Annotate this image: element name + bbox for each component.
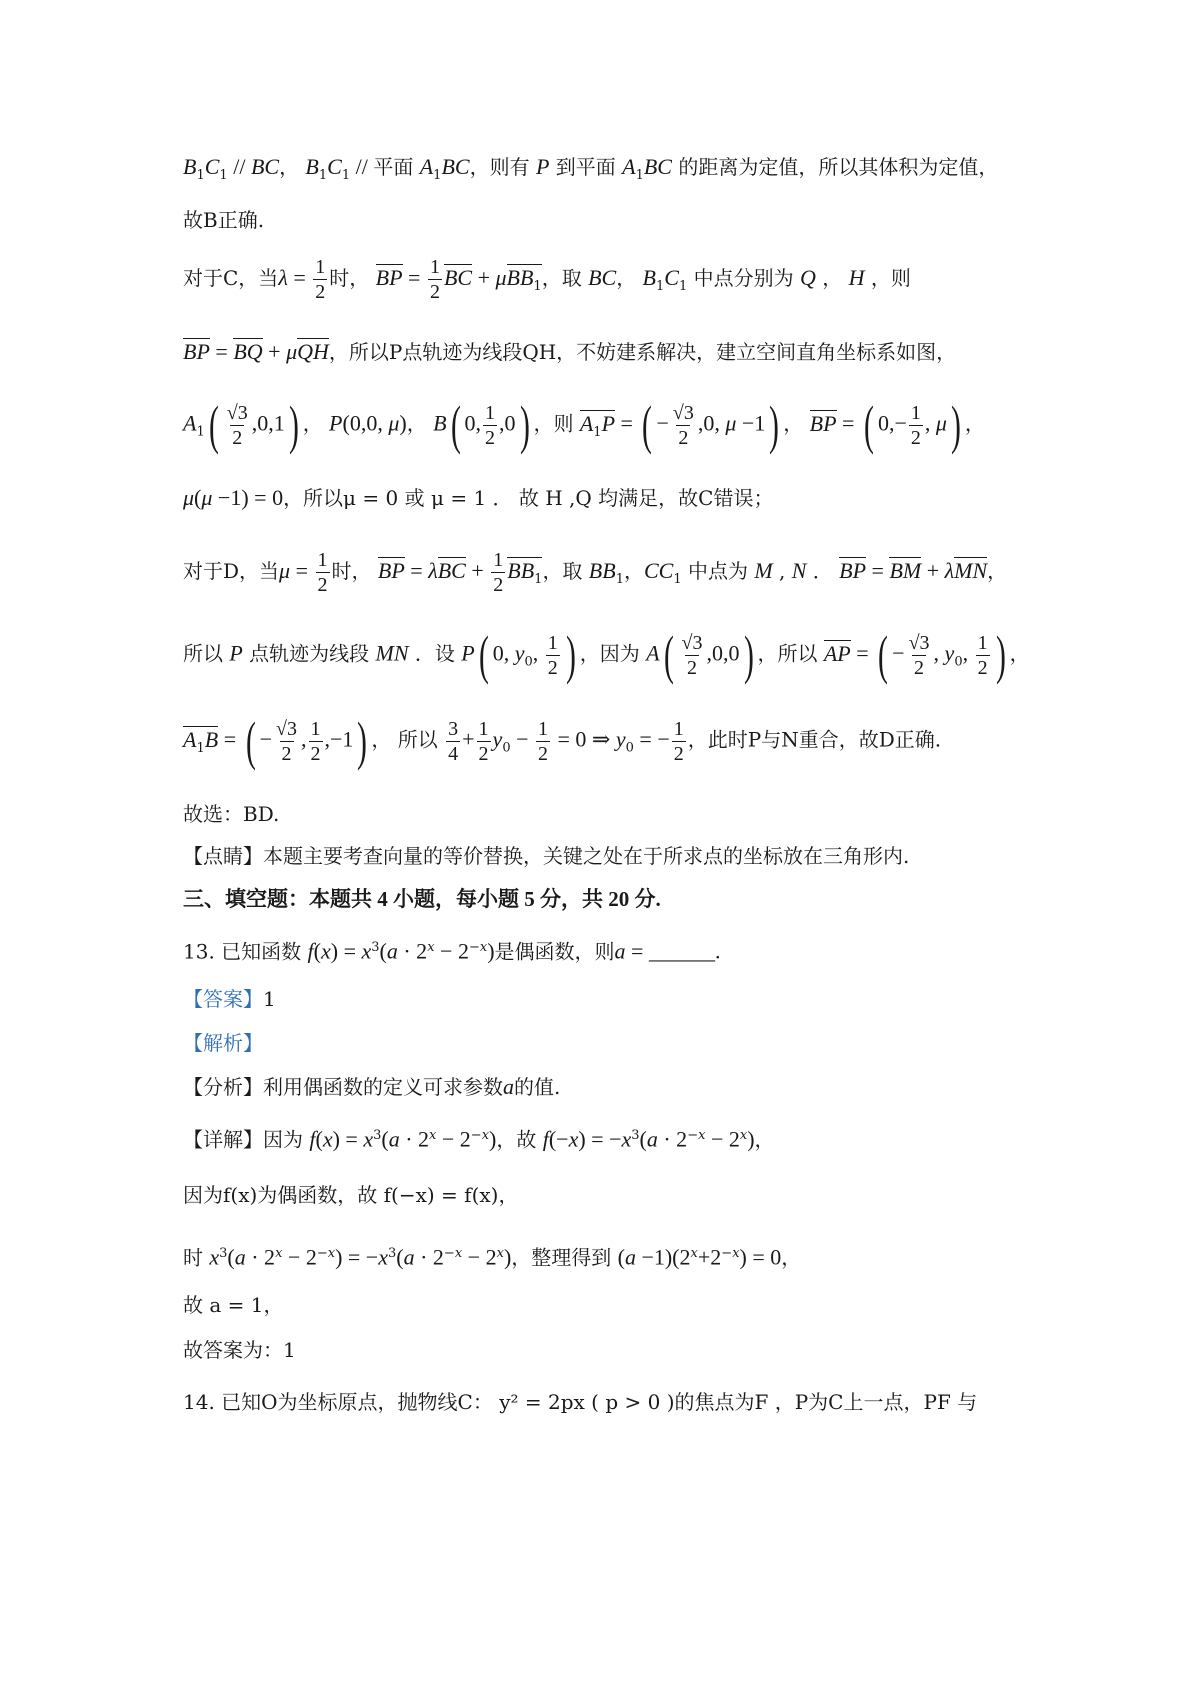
even-function-line: 因为f(x)为偶函数，故 f(−x) = f(x)， [183, 1183, 519, 1207]
choice-line: 故选：BD. [183, 802, 280, 826]
line-6-text: ，所以μ = 0 或 μ = 1 ． 故 H ,Q 均满足，故C错误； [283, 486, 774, 510]
analysis-label: 【解析】 [183, 1031, 263, 1055]
detail-line: 【详解】因为 $f(x) = x^3(a \cdot 2^x - 2^{-x})$，故 $f(-x) = -x^3(a \cdot 2^{-x} - 2^x)$， [183, 1126, 775, 1152]
final-answer-line: 故答案为：1 [183, 1338, 296, 1362]
line-9-text: ，此时P与N重合，故D正确. [687, 727, 942, 752]
then-line: 时 $x^3(a \cdot 2^x - 2^{-x}) = -x^3(a \cdot 2^{-x} - 2^x)$，整理得到 $(a -1)(2^x+2^{-x}) = 0$， [183, 1244, 802, 1270]
question-13: 13. 已知函数 $f(x) = x^3(a \cdot 2^x - 2^{-x})$是偶函数，则a = ______. [183, 938, 721, 964]
line-3: 对于C，当λ = $\frac{1}{2}$ 时， BP = $\frac{1}{2}$ BC + μBB$_1$，取 BC， $B_1C_1$ 中点分别为 Q ， H ，则 [183, 256, 911, 303]
line-1-end: 的距离为定值，所以其体积为定值， [678, 155, 999, 179]
line-4-text: ，所以P点轨迹为线段QH，不妨建系解决，建立空间直角坐标系如图， [328, 340, 957, 364]
line-1: $B_1C_1$ // BC， $B_1C_1$ // 平面 $A_1BC$，则有 P 到平面 $A_1BC$ 的距离为定值，所以其体积为定值， [183, 154, 999, 183]
line-4: BP = BQ + μQH，所以P点轨迹为线段QH，不妨建系解决，建立空间直角坐标系如图， [183, 339, 957, 364]
analysis-line: 【分析】利用偶函数的定义可求参数a的值. [183, 1074, 561, 1099]
line-9: $A_1B$ = ( − $\frac{√3}{2}$ , $\frac{1}{2}$ ,−1) ， 所以 $\frac{3}{4}$ + $\frac{1}{2}$ $y_0$ − $\frac{1}{2}$ = 0 ⇒ $y_0$ = − $\frac{1}{2}$ ，此时P与N重合，故D正确. [183, 711, 942, 771]
line-5-coordinates: $A_1$( $\frac{√3}{2}$ ,0,1) ， P(0,0, μ)， B( 0, $\frac{1}{2}$ ,0) ，则 $A_1P$ = ( − $\frac{√3}{2}$ ,0, μ −1) ， BP = ( 0,− $\frac{1}{2}$ , μ) ， [183, 395, 985, 455]
a-equals-line: 故 a = 1， [183, 1293, 284, 1317]
answer-value: 1 [263, 987, 276, 1011]
line-2: 故B正确. [183, 208, 265, 232]
line-8: 所以 P 点轨迹为线段 MN ．设 P( 0, $y_0$, $\frac{1}{2}$ ) ，因为 A( $\frac{√3}{2}$ ,0,0) ，所以 AP = ( − $\frac{√3}{2}$ , $y_0$, $\frac{1}{2}$ ) ， [183, 625, 1030, 685]
question-14: 14. 已知O为坐标原点，抛物线C： y² = 2px ( p > 0 )的焦点为F ，P为C上一点，PF 与 [183, 1390, 978, 1414]
answer-label: 【答案】 [183, 987, 263, 1011]
line-7: 对于D，当μ = $\frac{1}{2}$ 时， BP = λBC + $\frac{1}{2}$ $BB_1$，取 $BB_1$，$CC_1$ 中点为 M , N ． BP = BM + λMN， [183, 549, 1008, 596]
line-6: μ(μ −1) = 0，所以μ = 0 或 μ = 1 ． 故 H ,Q 均满足，故C错误； [183, 485, 774, 510]
section-heading: 三、填空题：本题共 4 小题，每小题 5 分，共 20 分. [183, 887, 661, 911]
answer-line [183, 985, 276, 1013]
comment-line: 【点睛】本题主要考查向量的等价替换，关键之处在于所求点的坐标放在三角形内. [183, 844, 910, 868]
